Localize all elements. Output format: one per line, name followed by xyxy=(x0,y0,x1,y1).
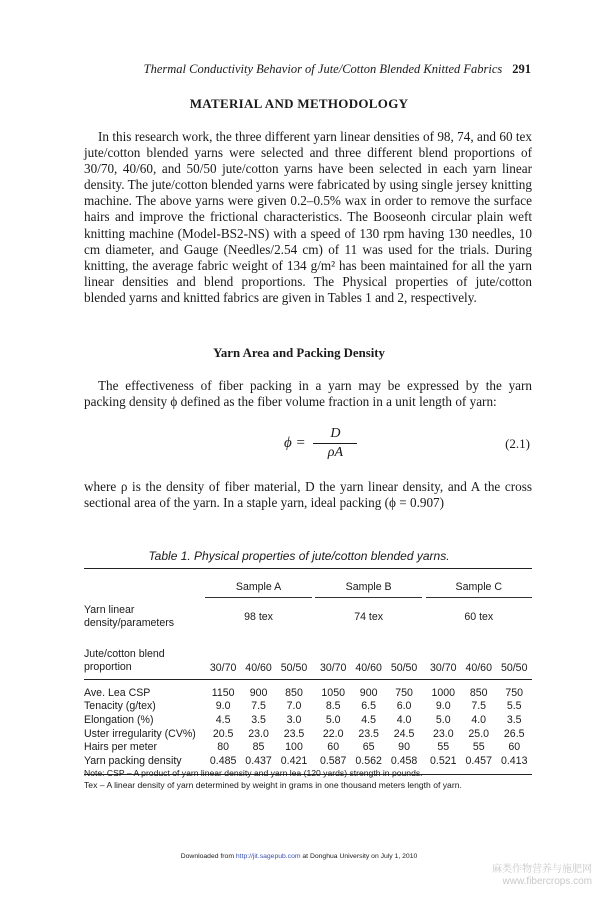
equation-numerator: D xyxy=(313,426,357,444)
table-cell: 60 xyxy=(327,741,340,754)
properties-table xyxy=(84,568,532,775)
running-title: Thermal Conductivity Behavior of Jute/Cotton Blended Knitted Fabrics xyxy=(143,62,503,76)
table-cell: 3.5 xyxy=(506,713,522,726)
equation xyxy=(284,426,357,461)
table-cell: 23.0 xyxy=(432,727,454,740)
table-cell: 5.0 xyxy=(435,713,451,726)
equation-lhs: ϕ = xyxy=(284,434,306,451)
download-footer xyxy=(0,853,598,860)
table-cell: 20.5 xyxy=(212,727,234,740)
table-cell: 850 xyxy=(285,686,303,699)
row-label: Yarn linear density/parameters xyxy=(84,603,175,629)
table-cell: 24.5 xyxy=(393,727,415,740)
watermark-line: 麻类作物营养与施肥网 xyxy=(492,864,592,875)
table-cell: 4.0 xyxy=(471,713,487,726)
row-label: Hairs per meter xyxy=(84,741,157,754)
table-note: Tex – A linear density of yarn determined by weight in grams in one thousand meters length of yarn. xyxy=(84,779,462,790)
table-cell: 55 xyxy=(437,741,450,754)
table-cell: 0.437 xyxy=(245,754,272,767)
table-cell: 7.5 xyxy=(471,700,487,713)
table-cell: 750 xyxy=(505,686,524,699)
group-header: Sample A xyxy=(205,569,311,598)
table-cell: 0.521 xyxy=(430,754,457,767)
equation-denominator: ρA xyxy=(327,445,344,460)
table-cell: 100 xyxy=(285,741,303,754)
row-label: Tenacity (g/tex) xyxy=(84,700,156,713)
table-cell: 6.5 xyxy=(361,700,376,713)
table-cell: 85 xyxy=(252,741,265,754)
section-title: MATERIAL AND METHODOLOGY xyxy=(189,96,409,111)
watermark xyxy=(492,864,592,888)
table-cell: 80 xyxy=(217,741,230,754)
blend-cell: 40/60 xyxy=(245,662,272,674)
page-number: 291 xyxy=(512,62,531,76)
table-row xyxy=(84,680,532,700)
blend-cell: 50/50 xyxy=(390,662,418,674)
table-row xyxy=(84,713,532,727)
blend-cell: 30/70 xyxy=(209,662,237,674)
row-label: Ave. Lea CSP xyxy=(84,686,151,699)
table-cell: 850 xyxy=(469,686,488,699)
table-cell: 25.0 xyxy=(468,727,490,740)
table-cell: 0.485 xyxy=(209,754,237,767)
download-suffix: at Donghua University on July 1, 2010 xyxy=(300,853,418,860)
table-cell: 4.0 xyxy=(396,713,412,726)
blend-cell: 50/50 xyxy=(500,662,528,674)
blend-cell: 40/60 xyxy=(465,662,492,674)
table-cell: 4.5 xyxy=(361,713,376,726)
download-prefix: Downloaded from xyxy=(180,853,236,860)
table-row xyxy=(84,727,532,741)
table-cell: 1150 xyxy=(211,686,235,699)
table-cell: 0.562 xyxy=(355,754,382,767)
table-cell: 3.0 xyxy=(286,713,302,726)
table-cell: 900 xyxy=(249,686,268,699)
paragraph-definitions: where ρ is the density of fiber material, D the yarn linear density, and A the cross sectional area of the yarn. In a staple yarn, ideal packing (ϕ = 0.907) xyxy=(84,479,532,511)
linear-density-cell: 60 tex xyxy=(464,611,494,623)
table-cell: 55 xyxy=(472,741,485,754)
table-body xyxy=(84,680,532,775)
table-cell: 26.5 xyxy=(503,727,525,740)
row-label: Jute/cotton blend proportion xyxy=(84,648,165,673)
table-cell: 7.0 xyxy=(286,700,302,713)
table-cell: 9.0 xyxy=(435,700,451,713)
table-cell: 0.587 xyxy=(319,754,347,767)
table-caption: Table 1. Physical properties of jute/cotton blended yarns. xyxy=(148,549,450,563)
table-cell: 3.5 xyxy=(251,713,266,726)
row-label: Uster irregularity (CV%) xyxy=(84,727,196,740)
table-linear-density-row xyxy=(84,598,532,637)
watermark-line: www.fibercrops.com xyxy=(502,876,592,887)
table-cell: 0.458 xyxy=(390,754,418,767)
table-cell: 23.5 xyxy=(283,727,305,740)
table-cell: 1050 xyxy=(321,686,345,699)
table-row xyxy=(84,700,532,714)
subsection-title: Yarn Area and Packing Density xyxy=(213,346,385,360)
paragraph-packing-density: The effectiveness of fiber packing in a yarn may be expressed by the yarn packing density ϕ defined as the fiber volume fraction in a unit length of yarn: xyxy=(84,378,532,410)
linear-density-cell: 74 tex xyxy=(354,611,384,623)
table-note: Note: CSP – A product of yarn linear density and yarn lea (120 yards) strength in pounds. xyxy=(84,768,423,778)
blend-cell: 40/60 xyxy=(355,662,382,674)
table-cell: 65 xyxy=(362,741,375,754)
table-cell: 90 xyxy=(398,741,410,754)
linear-density-cell: 98 tex xyxy=(244,611,273,623)
table-cell: 60 xyxy=(508,741,521,754)
table-notes xyxy=(84,768,544,791)
table-cell: 23.0 xyxy=(248,727,269,740)
table-cell: 5.0 xyxy=(325,713,341,726)
table-cell: 5.5 xyxy=(506,700,522,713)
table-cell: 6.0 xyxy=(396,700,412,713)
table-cell: 7.5 xyxy=(251,700,266,713)
table-group-header-row xyxy=(84,569,532,598)
table-cell: 750 xyxy=(395,686,413,699)
table-cell: 0.457 xyxy=(465,754,492,767)
blend-cell: 30/70 xyxy=(319,662,347,674)
table-cell: 9.0 xyxy=(215,700,231,713)
group-header: Sample B xyxy=(315,569,421,598)
blend-cell: 50/50 xyxy=(280,662,308,674)
blend-cell: 30/70 xyxy=(430,662,457,674)
equation-number: (2.1) xyxy=(505,436,530,451)
journal-link[interactable]: http://jit.sagepub.com xyxy=(235,853,301,860)
group-header: Sample C xyxy=(426,569,532,598)
equation-fraction xyxy=(313,426,357,461)
table-row xyxy=(84,740,532,754)
table-cell: 22.0 xyxy=(322,727,344,740)
table-cell: 1000 xyxy=(431,686,456,699)
table-cell: 4.5 xyxy=(215,713,231,726)
table-cell: 900 xyxy=(359,686,378,699)
paragraph-methodology: In this research work, the three different yarn linear densities of 98, 74, and 60 tex jute/cotton blended yarns were selected and three different blend proportions of 30/70, 40/60, and 50/50 jute/cotton yarns have been selected in each yarn linear density. The jute/cotton blended yarns were fabricated by using single jersey knitting machine. The above yarns were given 0.2–0.5% wax in order to remove the surface hairs and improve the frictional characteristics. The Booseonh circular plain weft knitting machine (Model-BS2-NS) with a speed of 130 rpm having 130 needles, 10 cm diameter, and Gauge (Needles/2.54 cm) of 11 was used for the trials. During knitting, the average fabric weight of 134 g/m² has been maintained for all the yarn linear densities and blend proportions. The Physical properties of jute/cotton blended yarns and knitted fabrics are given in Tables 1 and 2, respectively. xyxy=(84,129,532,305)
row-label: Elongation (%) xyxy=(84,713,154,726)
running-header xyxy=(144,62,531,77)
table-cell: 0.421 xyxy=(280,754,308,767)
table-cell: 8.5 xyxy=(325,700,341,713)
table-blend-row xyxy=(84,636,532,680)
table-cell: 0.413 xyxy=(500,754,528,767)
row-label: Yarn packing density xyxy=(84,754,182,767)
table-cell: 23.5 xyxy=(358,727,379,740)
